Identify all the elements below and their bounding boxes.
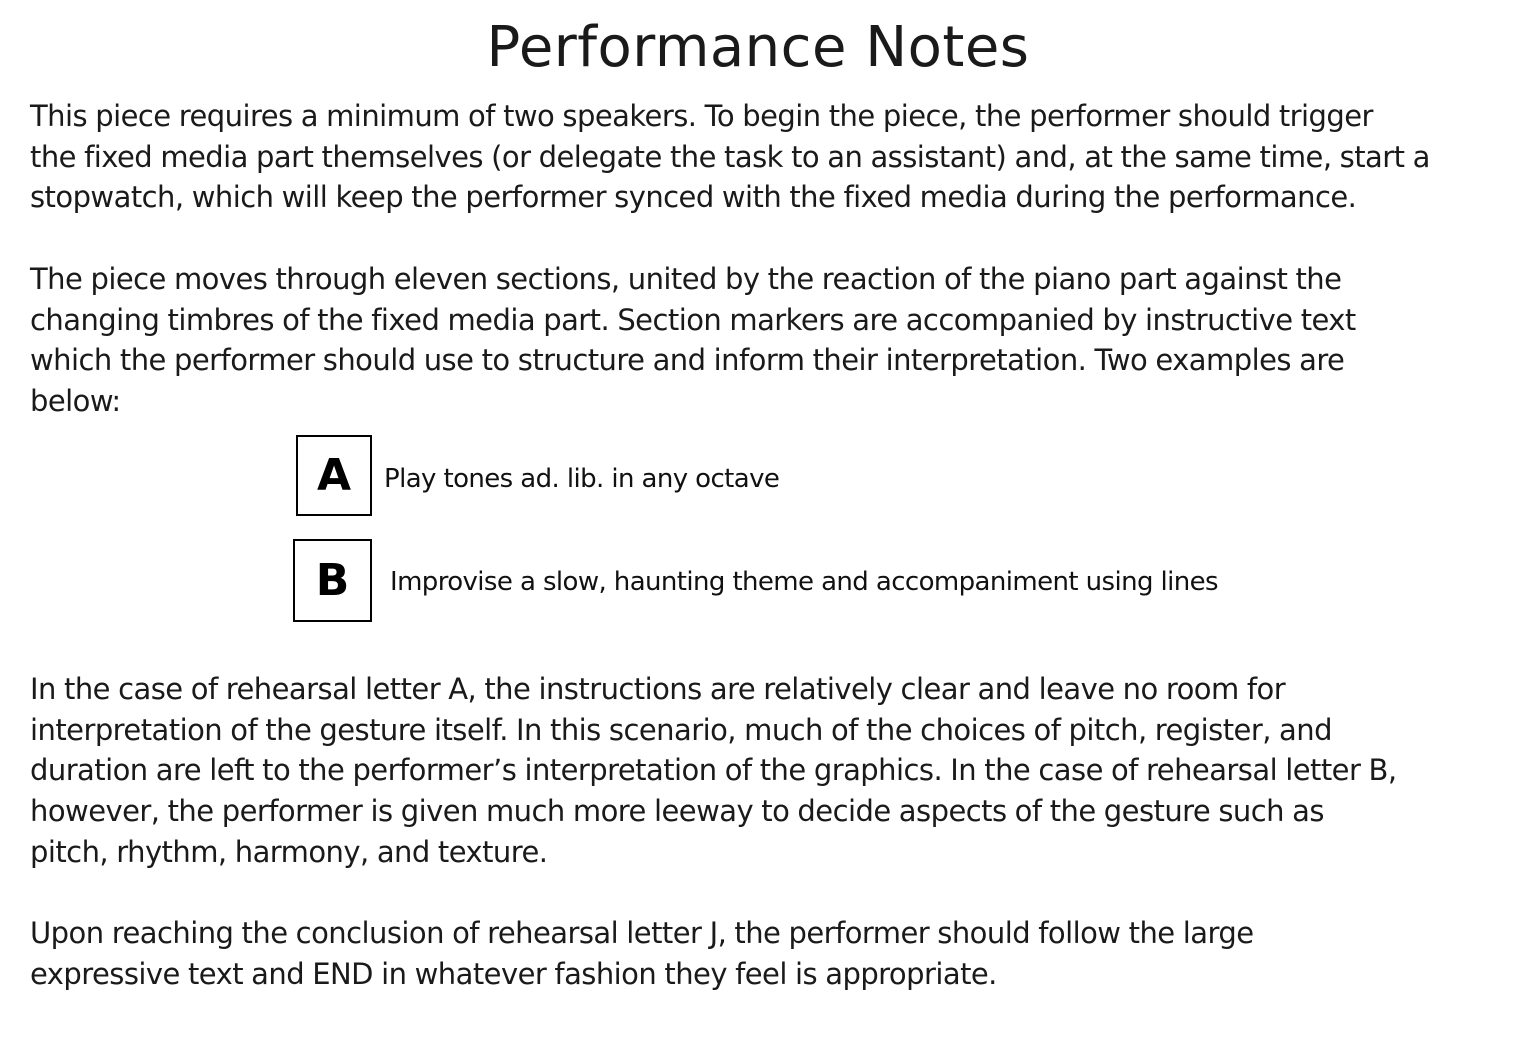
paragraph-line: This piece requires a minimum of two speakers. To begin the piece, the performer should trigger bbox=[30, 99, 1373, 133]
paragraph-line: interpretation of the gesture itself. In this scenario, much of the choices of pitch, register, and bbox=[30, 712, 1332, 747]
paragraph-line: The piece moves through eleven sections, united by the reaction of the piano part against the bbox=[30, 262, 1342, 296]
paragraph-line: changing timbres of the fixed media part. Section markers are accompanied by instructive text bbox=[30, 302, 1356, 337]
rehearsal-marker-b: B bbox=[293, 539, 372, 622]
paragraph-line: which the performer should use to structure and inform their interpretation. Two examples are bbox=[30, 343, 1345, 378]
sections-paragraph bbox=[30, 259, 1510, 422]
page-title: Performance Notes bbox=[486, 15, 1030, 80]
paragraph-line: duration are left to the performer’s interpretation of the graphics. In the case of rehearsal letter B, bbox=[30, 753, 1397, 788]
paragraph-line: stopwatch, which will keep the performer synced with the fixed media during the performance. bbox=[30, 180, 1357, 215]
rehearsal-instruction-b: Improvise a slow, haunting theme and accompaniment using lines bbox=[390, 567, 1218, 597]
intro-paragraph bbox=[30, 96, 1510, 218]
rehearsal-marker-a: A bbox=[296, 435, 372, 516]
ending-paragraph bbox=[30, 913, 1510, 994]
paragraph-line: expressive text and END in whatever fashion they feel is appropriate. bbox=[30, 956, 997, 991]
paragraph-line: Upon reaching the conclusion of rehearsal letter J, the performer should follow the large bbox=[30, 916, 1254, 950]
paragraph-line: pitch, rhythm, harmony, and texture. bbox=[30, 834, 548, 869]
paragraph-line: below: bbox=[30, 384, 121, 419]
rehearsal-instruction-a: Play tones ad. lib. in any octave bbox=[384, 464, 780, 494]
paragraph-line: however, the performer is given much more leeway to decide aspects of the gesture such as bbox=[30, 794, 1324, 829]
paragraph-line: the fixed media part themselves (or delegate the task to an assistant) and, at the same time, start a bbox=[30, 139, 1430, 174]
interpretation-paragraph bbox=[30, 669, 1510, 873]
paragraph-line: In the case of rehearsal letter A, the instructions are relatively clear and leave no room for bbox=[30, 672, 1286, 706]
